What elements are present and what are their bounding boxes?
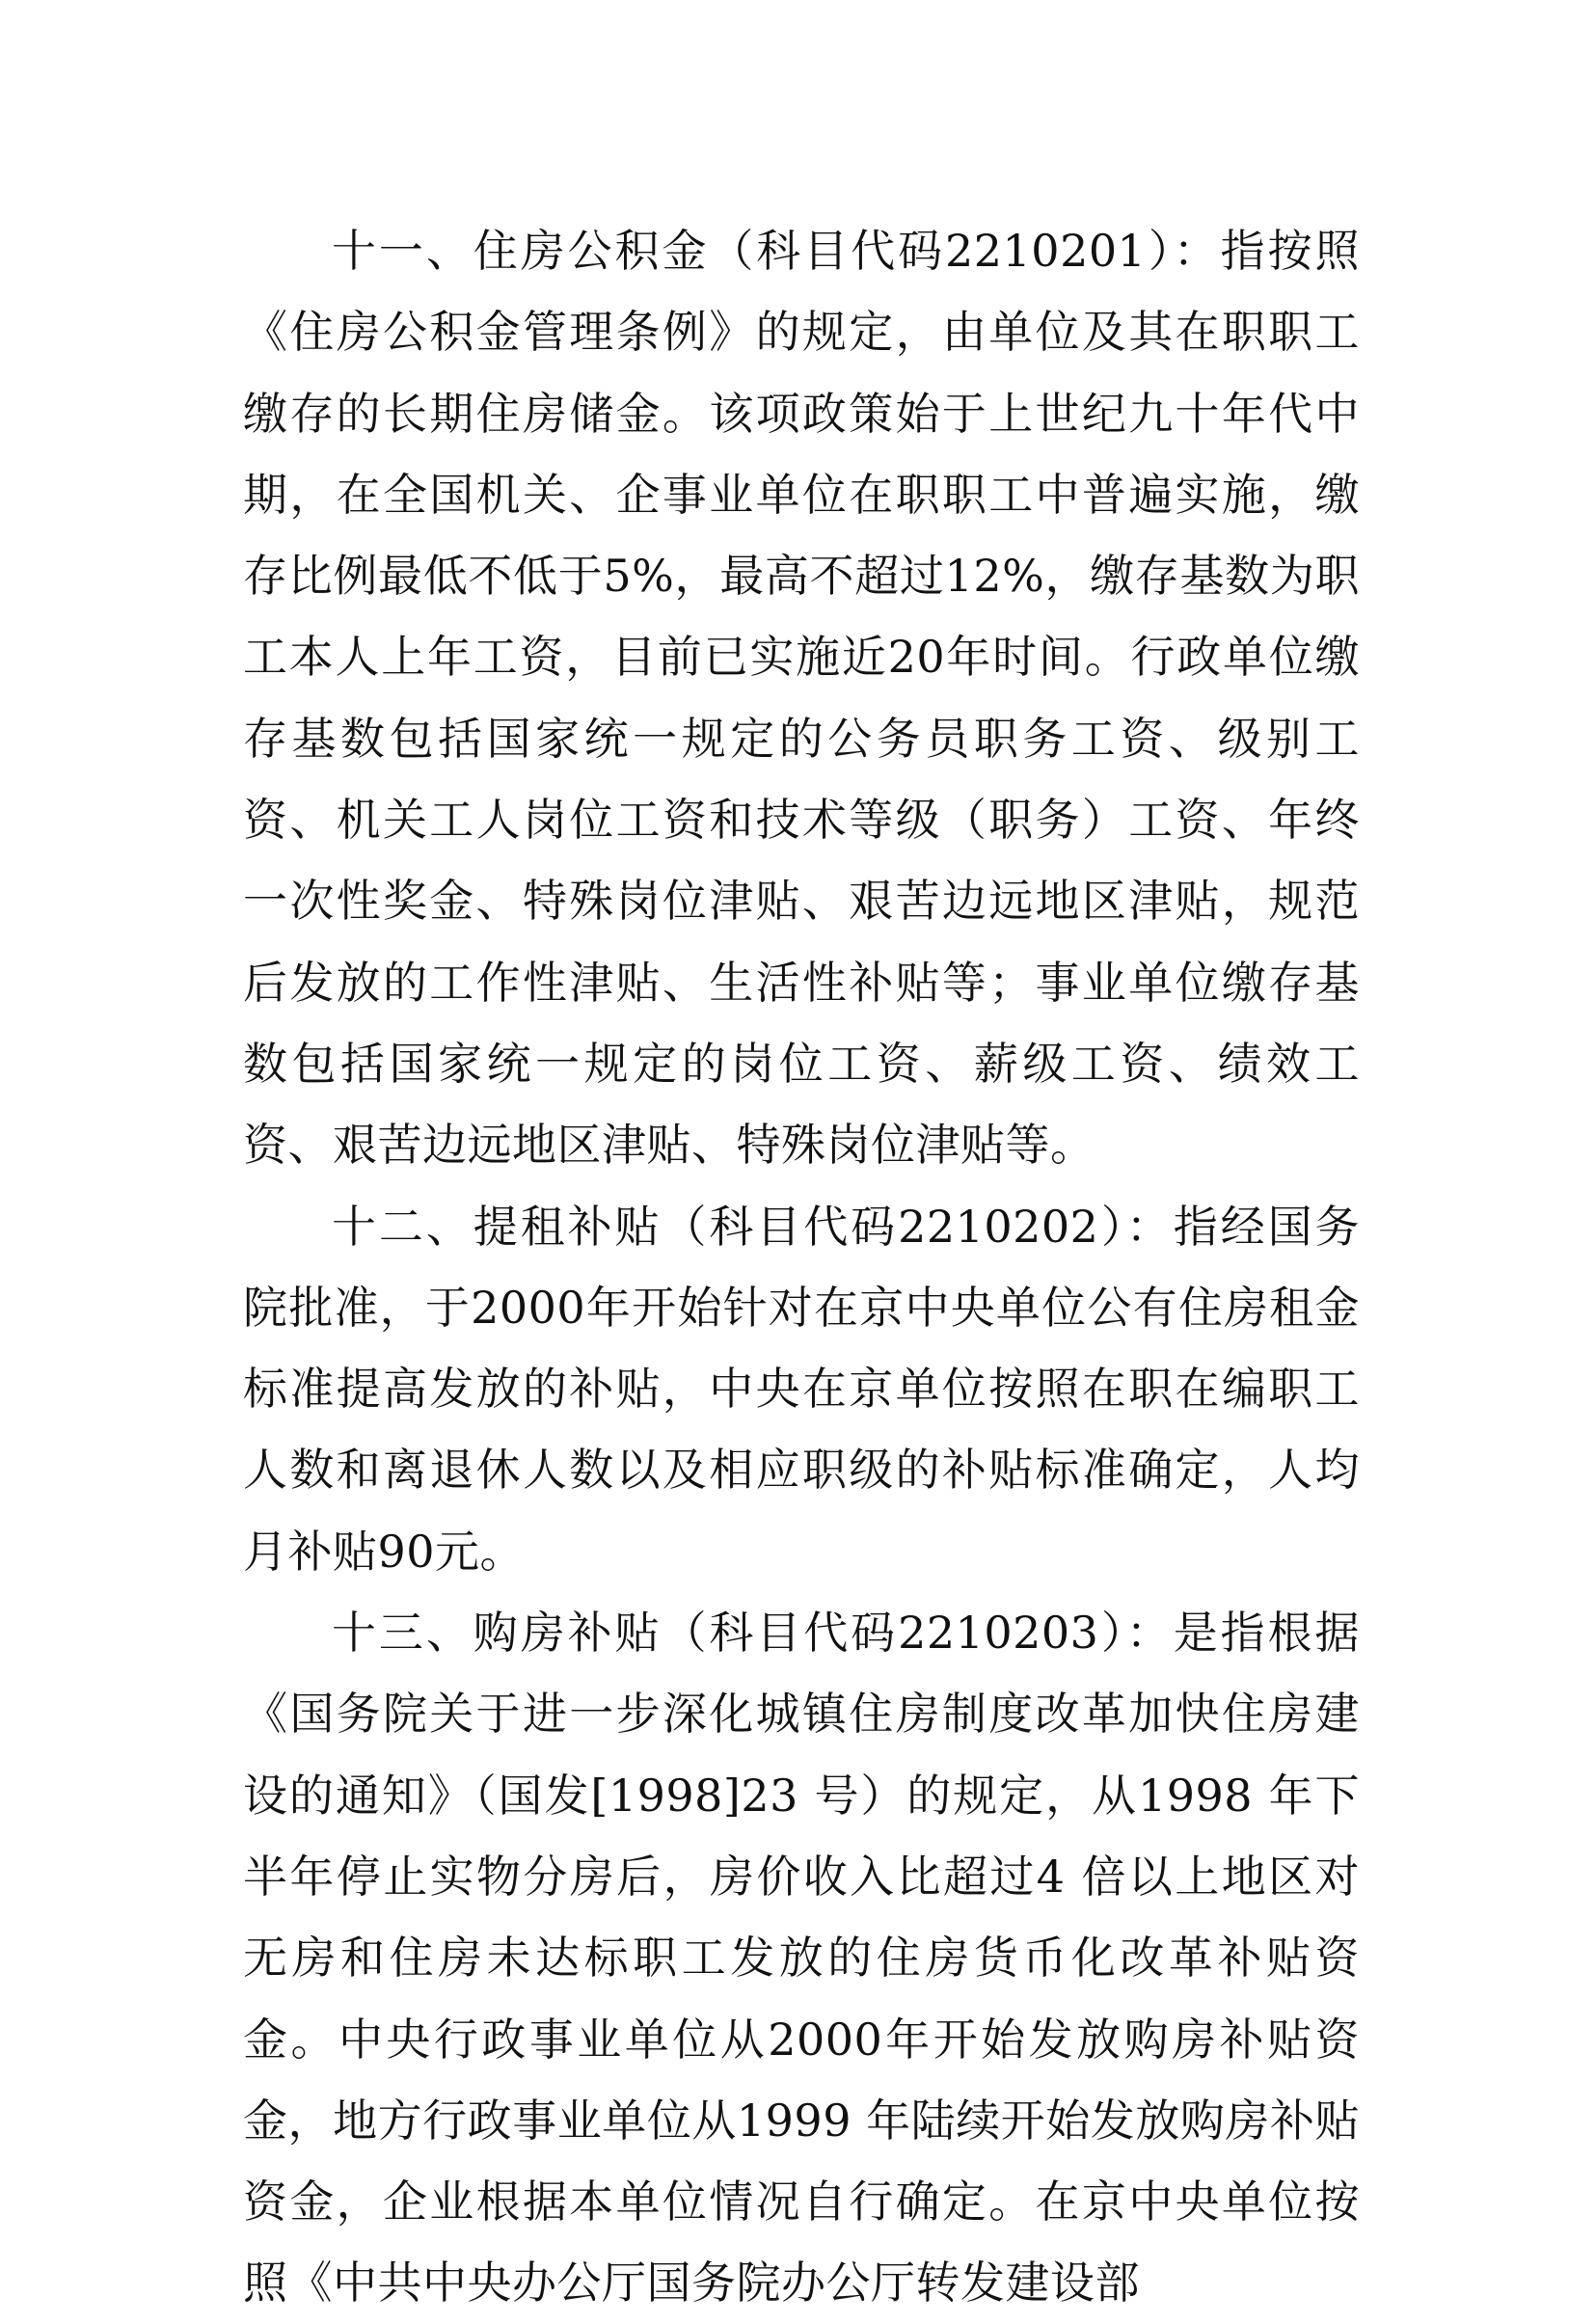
paragraph-rent-subsidy: 十二、提租补贴（科目代码2210202）：指经国务院批准，于2000年开始针对在京中央单位公有住房租金标准提高发放的补贴，中央在京单位按照在职在编职工人数和离退休人数以及相应职级的补贴标准确定，人均月补贴90元。 bbox=[243, 1200, 1360, 1578]
paragraph-housing-provident-fund: 十一、住房公积金（科目代码2210201）：指按照《住房公积金管理条例》的规定，由单位及其在职职工缴存的长期住房储金。该项政策始于上世纪九十年代中期，在全国机关、企事业单位在职职工中普遍实施，缴存比例最低不低于5%，最高不超过12%，缴存基数为职工本人上年工资，目前已实施近20年时间。行政单位缴存基数包括国家统一规定的公务员职务工资、级别工资、机关工人岗位工资和技术等级（职务）工资、年终一次性奖金、特殊岗位津贴、艰苦边远地区津贴，规范后发放的工作性津贴、生活性补贴等；事业单位缴存基数包括国家统一规定的岗位工资、薪级工资、绩效工资、艰苦边远地区津贴、特殊岗位津贴等。 bbox=[243, 225, 1360, 1172]
document-body bbox=[243, 210, 1360, 2324]
paragraph-housing-purchase-subsidy: 十三、购房补贴（科目代码2210203）：是指根据《国务院关于进一步深化城镇住房制度改革加快住房建设的通知》（国发[1998]23 号）的规定，从1998 年下半年停止实物分房后，房价收入比超过4 倍以上地区对无房和住房未达标职工发放的住房货币化改革补贴资金。中央行政事业单位从2000年开始发放购房补贴资金，地方行政事业单位从1999 年陆续开始发放购房补贴资金，企业根据本单位情况自行确定。在京中央单位按照《中共中央办公厅国务院办公厅转发建设部 bbox=[243, 1607, 1360, 2310]
